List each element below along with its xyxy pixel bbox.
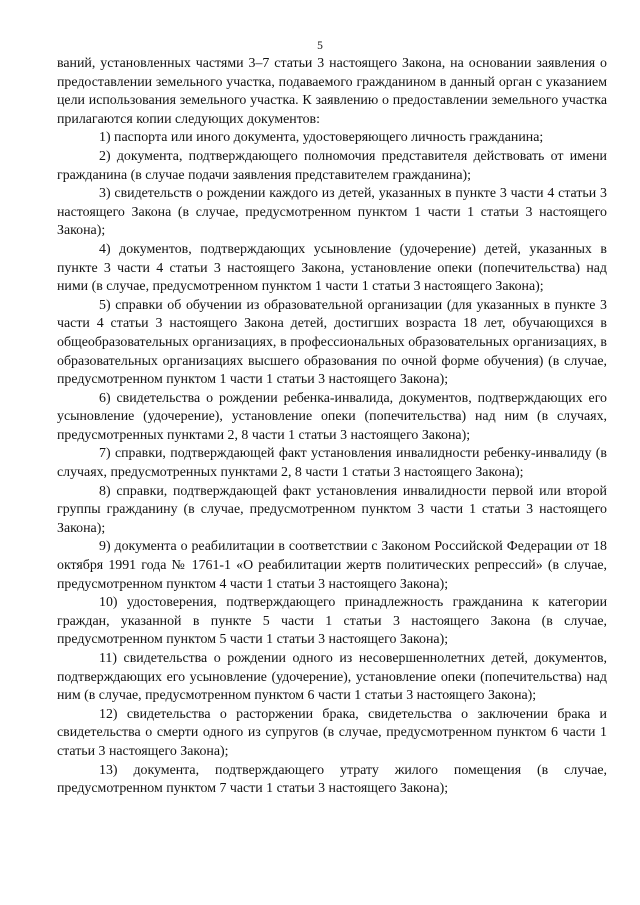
page-number: 5 [317,40,323,52]
list-item-6: 6) свидетельства о рождении ребенка-инвалида, документов, подтверждающих его усыновление (удочерение), установление опеки (попечительства) над ним (в случаях, предусмотренных пунктами 2, 8 части 1 статьи 3 настоящего Закона); [57,390,607,443]
list-item-12: 12) свидетельства о расторжении брака, свидетельства о заключении брака и свидетельства о смерти одного из супругов (в случае, предусмотренном пунктом 6 части 1 статьи 3 настоящего Закона); [57,706,607,759]
list-item-5: 5) справки об обучении из образовательной организации (для указанных в пункте 3 части 4 статьи 3 настоящего Закона детей, достигших возраста 18 лет, обучающихся в общеобразовательных организациях, в профессиональных образовательных организациях, в образовательных организациях высшего образования по очной форме обучения) (в случае, предусмотренном пунктом 1 части 1 статьи 3 настоящего Закона); [57,297,607,388]
list-item-3: 3) свидетельств о рождении каждого из детей, указанных в пункте 3 части 4 статьи 3 настоящего Закона (в случае, предусмотренном пунктом 1 части 1 статьи 3 настоящего Закона); [57,186,607,239]
list-item-13: 13) документа, подтверждающего утрату жилого помещения (в случае, предусмотренном пунктом 7 части 1 статьи 3 настоящего Закона); [57,762,607,797]
paragraph-continuation: ваний, установленных частями 3–7 статьи 3 настоящего Закона, на основании заявления о предоставлении земельного участка, подаваемого гражданином в данный орган с указанием цели использования земельного участка. К заявлению о предоставлении земельного участка прилагаются копии следующих документов: [57,56,607,127]
list-item-9: 9) документа о реабилитации в соответствии с Законом Российской Федерации от 18 октября 1991 года № 1761-1 «О реабилитации жертв политических репрессий» (в случае, предусмотренном пунктом 4 части 1 статьи 3 настоящего Закона); [57,539,607,592]
list-item-8: 8) справки, подтверждающей факт установления инвалидности первой или второй группы гражданину (в случае, предусмотренном пунктом 3 части 1 статьи 3 настоящего Закона); [57,483,607,536]
list-item-7: 7) справки, подтверждающей факт установления инвалидности ребенку-инвалиду (в случаях, предусмотренных пунктами 2, 8 части 1 статьи 3 настоящего Закона); [57,446,607,481]
list-item-1: 1) паспорта или иного документа, удостоверяющего личность гражданина; [99,130,544,146]
document-body [57,55,607,799]
list-item-4: 4) документов, подтверждающих усыновление (удочерение) детей, указанных в пункте 3 части 4 статьи 3 настоящего Закона, установление опеки (попечительства) над ними (в случае, предусмотренном пунктом 1 части 1 статьи 3 настоящего Закона); [57,241,607,295]
list-item-10: 10) удостоверения, подтверждающего принадлежность гражданина к категории граждан, указанной в пункте 5 части 1 статьи 3 настоящего Закона (в случае, предусмотренном пунктом 5 части 1 статьи 3 настоящего Закона); [57,595,607,648]
list-item-11: 11) свидетельства о рождении одного из несовершеннолетних детей, документов, подтверждающих его усыновление (удочерение), установление опеки (попечительства) над ним (в случае, предусмотренном пунктом 6 части 1 статьи 3 настоящего Закона); [57,651,607,704]
list-item-2: 2) документа, подтверждающего полномочия представителя действовать от имени гражданина (в случае подачи заявления представителем гражданина); [57,148,607,183]
